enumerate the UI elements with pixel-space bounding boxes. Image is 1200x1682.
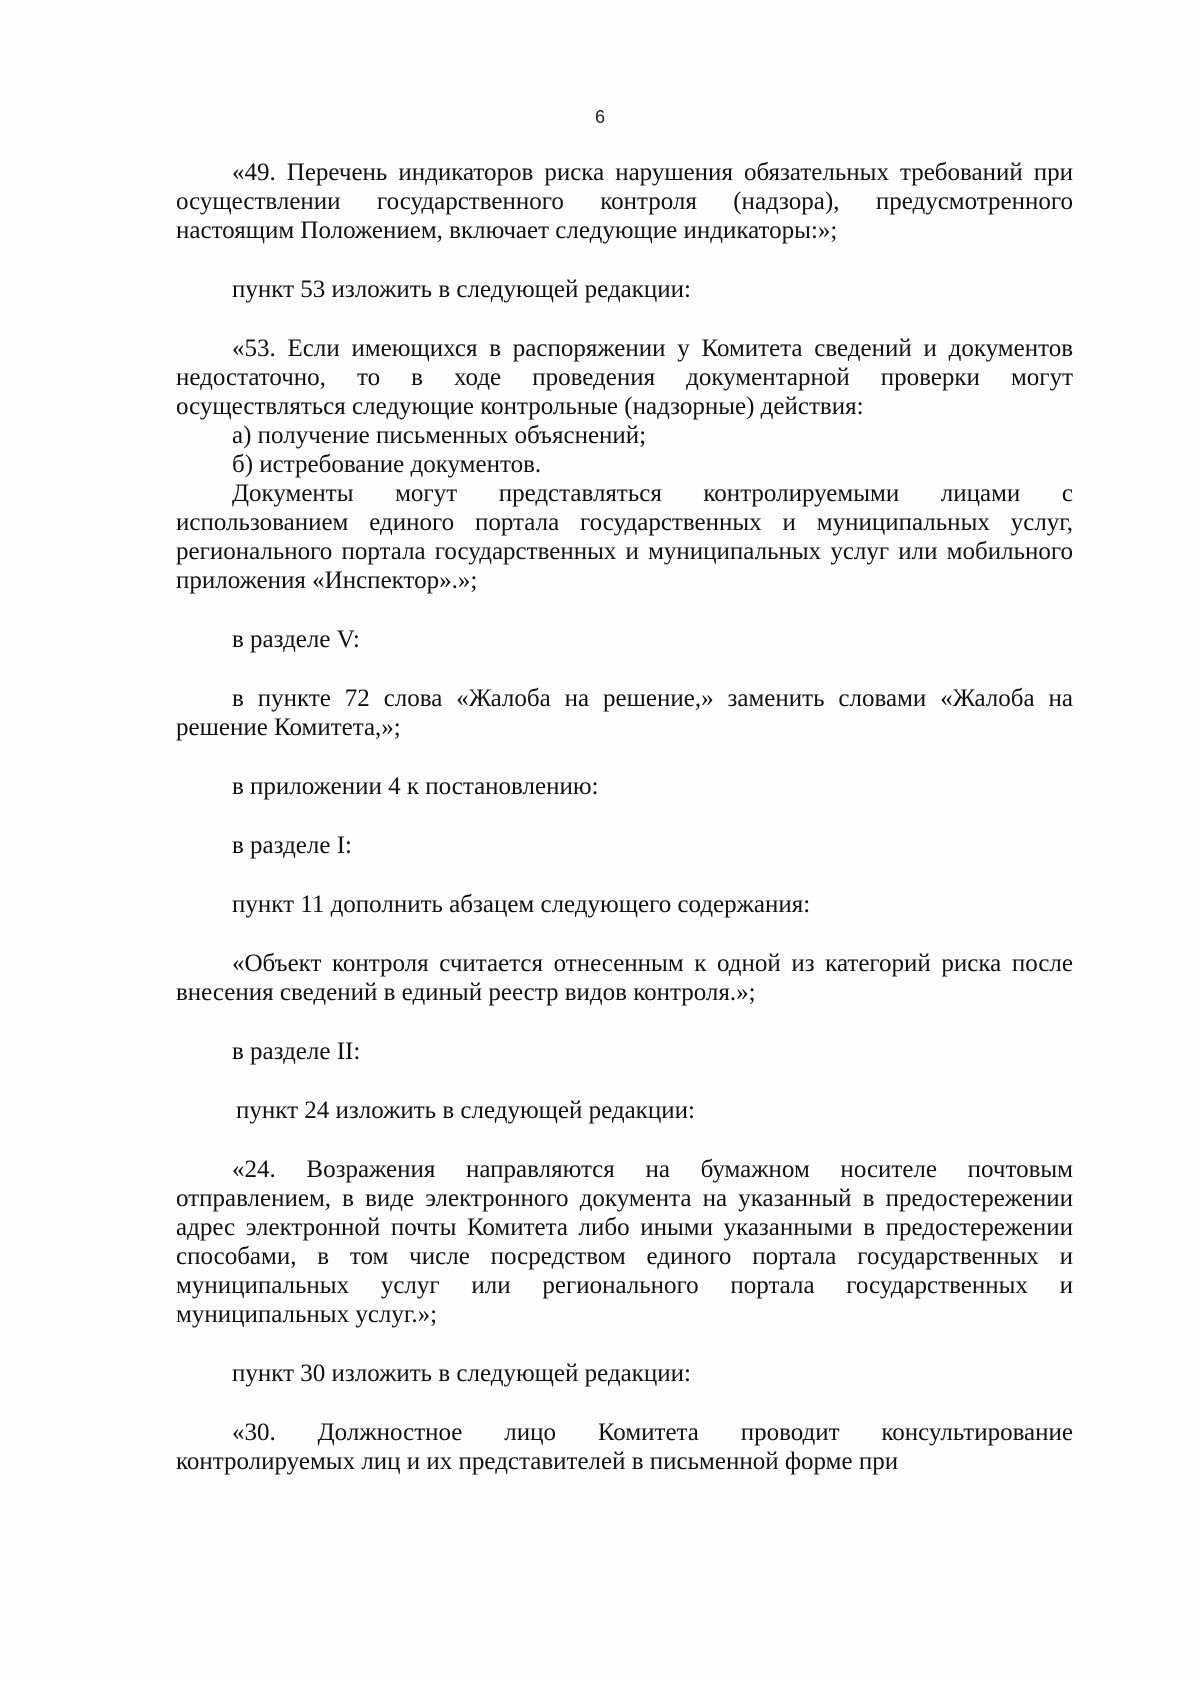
page-number: 6 (594, 107, 605, 127)
paragraph-11: «Объект контроля считается отнесенным к одной из категорий риска после внесения сведений в единый реестр видов контроля.»; (176, 950, 1073, 1006)
paragraph-11-intro: пункт 11 дополнить абзацем следующего содержания: (232, 891, 811, 918)
document-body (176, 158, 1073, 1476)
paragraph-30: «30. Должностное лицо Комитета проводит консультирование контролируемых лиц и их представителей в письменной форме при (176, 1419, 1073, 1475)
paragraph-72: в пункте 72 слова «Жалоба на решение,» заменить словами «Жалоба на решение Комитета,»; (176, 685, 1073, 741)
section-ii-heading: в разделе II: (232, 1038, 361, 1065)
paragraph-24: «24. Возражения направляются на бумажном носителе почтовым отправлением, в виде электронного документа на указанный в предостережении адрес электронной почты Комитета либо иными указанными в предостережении способами, в том числе посредством единого портала государственных и муниципальных услуг или регионального портала государственных и муниципальных услуг.»; (176, 1156, 1073, 1328)
paragraph-49: «49. Перечень индикаторов риска нарушения обязательных требований при осуществлении государственного контроля (надзора), предусмотренного настоящим Положением, включает следующие индикаторы:»; (176, 159, 1073, 244)
section-v-heading: в разделе V: (232, 626, 360, 653)
appendix-4-heading: в приложении 4 к постановлению: (232, 773, 599, 800)
paragraph-53-documents: Документы могут представляться контролируемыми лицами с использованием единого портала государственных и муниципальных услуг, регионального портала государственных и муниципальных услуг или мобильного приложения «Инспектор».»; (176, 480, 1073, 594)
paragraph-30-intro: пункт 30 изложить в следующей редакции: (232, 1360, 691, 1387)
paragraph-53: «53. Если имеющихся в распоряжении у Комитета сведений и документов недостаточно, то в ходе проведения документарной проверки могут осуществляться следующие контрольные (надзорные) действия: (176, 335, 1073, 420)
paragraph-53-item-a: а) получение письменных объяснений; (232, 422, 647, 449)
section-i-heading: в разделе I: (232, 832, 352, 859)
paragraph-53-item-b: б) истребование документов. (232, 451, 542, 478)
paragraph-53-intro: пункт 53 изложить в следующей редакции: (232, 276, 691, 303)
paragraph-24-intro: пункт 24 изложить в следующей редакции: (236, 1097, 695, 1124)
